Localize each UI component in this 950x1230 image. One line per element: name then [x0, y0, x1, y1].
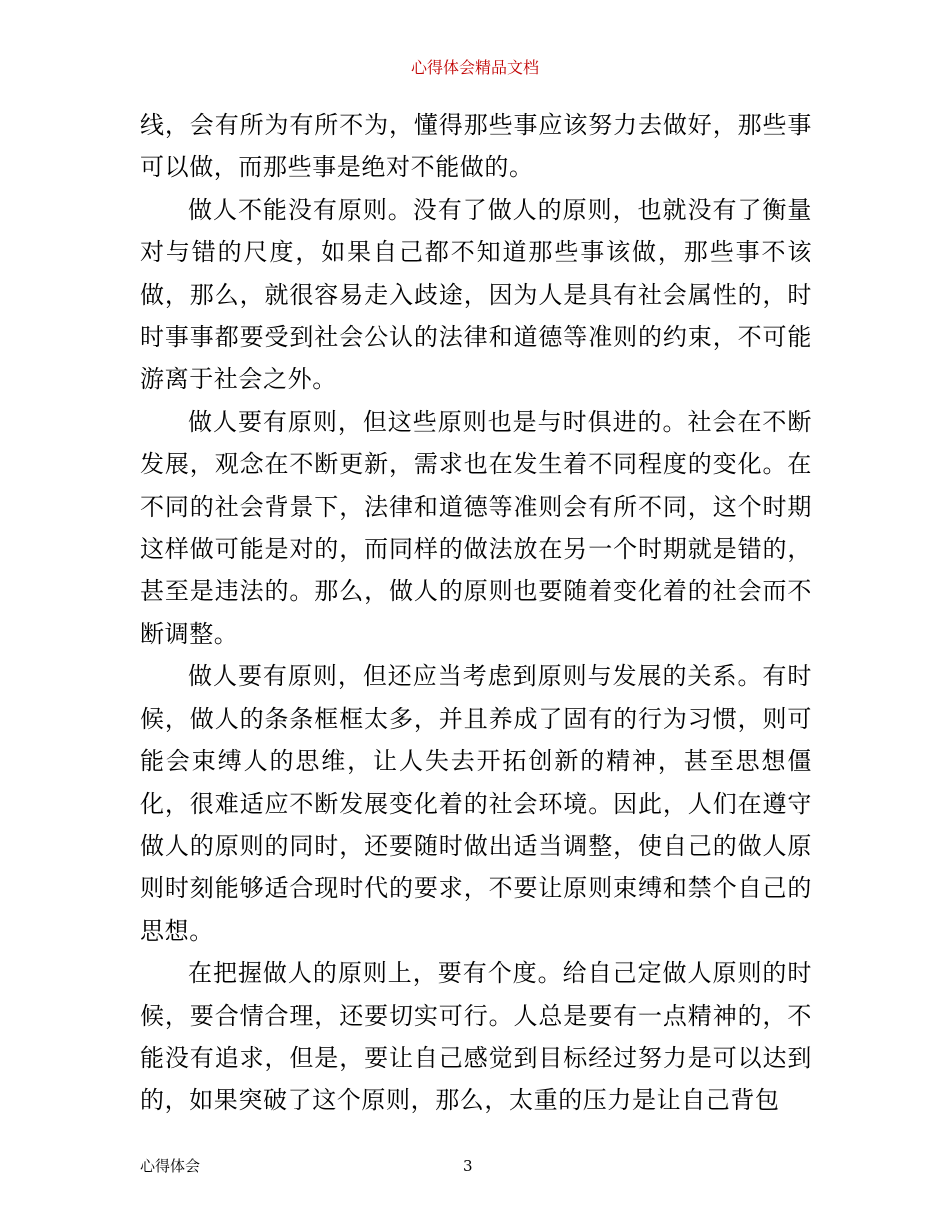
- footer-label: 心得体会: [140, 1157, 201, 1175]
- paragraph-2: 做人不能没有原则。没有了做人的原则，也就没有了衡量对与错的尺度，如果自己都不知道那些事该做，那些事不该做，那么，就很容易走入歧途，因为人是具有社会属性的，时时事事都要受到社会公认的法律和道德等准则的约束，不可能游离于社会之外。: [140, 195, 812, 394]
- paragraph-3: 做人要有原则，但这些原则也是与时俱进的。社会在不断发展，观念在不断更新，需求也在发生着不同程度的变化。在不同的社会背景下，法律和道德等准则会有所不同，这个时期这样做可能是对的，而同样的做法放在另一个时期就是错的，甚至是违法的。那么，做人的原则也要随着变化着的社会而不断调整。: [140, 407, 812, 648]
- paragraph-1: 线，会有所为有所不为，懂得那些事应该努力去做好，那些事可以做，而那些事是绝对不能做的。: [140, 111, 812, 182]
- paragraph-5: 在把握做人的原则上，要有个度。给自己定做人原则的时候，要合情合理，还要切实可行。人总是要有一点精神的，不能没有追求，但是，要让自己感觉到目标经过努力是可以达到的，如果突破了这个原则，那么，太重的压力是让自己背包: [140, 959, 812, 1115]
- page-number: 3: [463, 1157, 473, 1175]
- header-title: 心得体会精品文档: [410, 58, 539, 77]
- paragraph-4: 做人要有原则，但还应当考虑到原则与发展的关系。有时候，做人的条条框框太多，并且养成了固有的行为习惯，则可能会束缚人的思维，让人失去开拓创新的精神，甚至思想僵化，很难适应不断发展变化着的社会环境。因此，人们在遵守做人的原则的同时，还要随时做出适当调整，使自己的做人原则时刻能够适合现时代的要求，不要让原则束缚和禁个自己的思想。: [140, 662, 812, 945]
- body-text: [140, 104, 812, 1122]
